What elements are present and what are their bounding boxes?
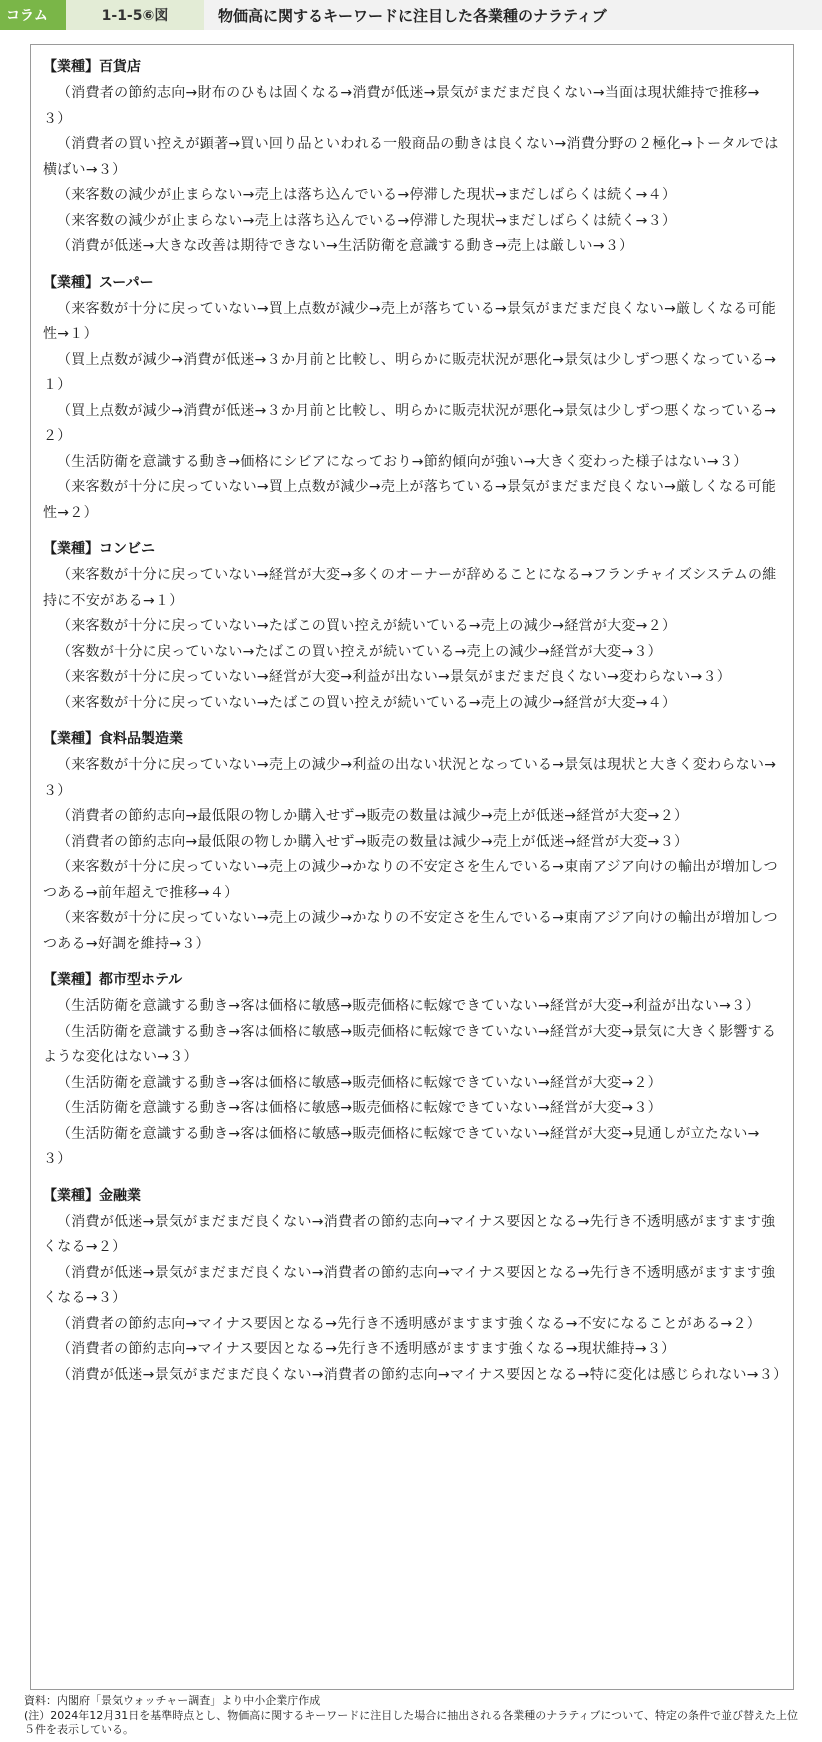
narrative-item: （来客数が十分に戻っていない→たばこの買い控えが続いている→売上の減少→経営が大変→２）	[57, 618, 677, 634]
narrative-item: （消費が低迷→大きな改善は期待できない→生活防衛を意識する動き→売上は厳しい→３）	[57, 238, 634, 254]
section-heading: 【業種】金融業	[43, 1187, 141, 1204]
narrative-item: （消費者の節約志向→最低限の物しか購入せず→販売の数量は減少→売上が低迷→経営が大変→２）	[57, 808, 689, 824]
figure-header	[0, 0, 822, 30]
narrative-item: （来客数が十分に戻っていない→買上点数が減少→売上が落ちている→景気がまだまだ良くない→厳しくなる可能性→１）	[43, 300, 777, 342]
narrative-item: （生活防衛を意識する動き→価格にシビアになっており→節約傾向が強い→大きく変わった様子はない→３）	[57, 453, 748, 470]
section-finance	[43, 1182, 788, 1389]
section-city-hotel	[43, 966, 781, 1173]
narrative-item: （来客数が十分に戻っていない→売上の減少→かなりの不安定さを生んでいる→東南アジア向けの輸出が増加しつつある→前年超えで推移→４）	[43, 859, 778, 901]
narrative-item: （買上点数が減少→消費が低迷→３か月前と比較し、明らかに販売状況が悪化→景気は少しずつ悪くなっている→１）	[43, 351, 777, 393]
narrative-item: （買上点数が減少→消費が低迷→３か月前と比較し、明らかに販売状況が悪化→景気は少しずつ悪くなっている→２）	[43, 402, 777, 444]
narrative-item: （来客数の減少が止まらない→売上は落ち込んでいる→停滞した現状→まだしばらくは続く→３）	[57, 212, 677, 229]
narrative-item: （生活防衛を意識する動き→客は価格に敏感→販売価格に転嫁できていない→経営が大変→景気に大きく影響するような変化はない→３）	[43, 1023, 777, 1065]
section-heading: 【業種】百貨店	[43, 59, 141, 75]
narrative-item: （消費が低迷→景気がまだまだ良くない→消費者の節約志向→マイナス要因となる→先行き不透明感がますます強くなる→３）	[43, 1264, 776, 1306]
figure-footer	[24, 1694, 804, 1738]
section-department-store	[43, 53, 781, 260]
narrative-item: （生活防衛を意識する動き→客は価格に敏感→販売価格に転嫁できていない→経営が大変→３）	[57, 1100, 662, 1116]
narrative-item: （客数が十分に戻っていない→たばこの買い控えが続いている→売上の減少→経営が大変→３）	[57, 643, 662, 660]
explanatory-note: (注）2024年12月31日を基準時点とし、物価高に関するキーワードに注目した場合に抽出される各業種のナラティブについて、特定の条件で並び替えた上位５件を表示している。	[24, 1708, 798, 1736]
narrative-item: （生活防衛を意識する動き→客は価格に敏感→販売価格に転嫁できていない→経営が大変→利益が出ない→３）	[57, 998, 760, 1014]
figure-title: 物価高に関するキーワードに注目した各業種のナラティブ	[204, 0, 822, 30]
section-food-manufacturing	[43, 725, 781, 957]
narrative-box	[30, 44, 794, 1690]
narrative-item: （生活防衛を意識する動き→客は価格に敏感→販売価格に転嫁できていない→経営が大変→見通しが立たない→３）	[43, 1125, 760, 1167]
narrative-item: （消費者の節約志向→財布のひもは固くなる→消費が低迷→景気がまだまだ良くない→当面は現状維持で推移→３）	[43, 85, 760, 127]
narrative-item: （消費者の節約志向→マイナス要因となる→先行き不透明感がますます強くなる→不安になることがある→２）	[57, 1315, 762, 1332]
narrative-item: （来客数が十分に戻っていない→経営が大変→多くのオーナーが辞めることになる→フランチャイズシステムの維持に不安がある→１）	[43, 567, 777, 609]
section-supermarket	[43, 269, 781, 527]
figure-number: 1-1-5⑥図	[66, 0, 204, 30]
source-note: 資料：内閣府「景気ウォッチャー調査」より中小企業庁作成	[24, 1694, 321, 1707]
narrative-item: （消費者の節約志向→最低限の物しか購入せず→販売の数量は減少→売上が低迷→経営が大変→３）	[57, 833, 689, 850]
narrative-item: （消費が低迷→景気がまだまだ良くない→消費者の節約志向→マイナス要因となる→特に変化は感じられない→３）	[57, 1366, 788, 1383]
narrative-item: （消費者の買い控えが顕著→買い回り品といわれる一般商品の動きは良くない→消費分野の２極化→トータルでは横ばい→３）	[43, 136, 779, 178]
section-convenience-store	[43, 535, 781, 716]
section-heading: 【業種】コンビニ	[43, 541, 155, 557]
column-label: コラム	[0, 0, 66, 30]
narrative-item: （来客数が十分に戻っていない→たばこの買い控えが続いている→売上の減少→経営が大変→４）	[57, 694, 677, 711]
narrative-item: （来客数の減少が止まらない→売上は落ち込んでいる→停滞した現状→まだしばらくは続く→４）	[57, 187, 677, 203]
narrative-item: （生活防衛を意識する動き→客は価格に敏感→販売価格に転嫁できていない→経営が大変→２）	[57, 1074, 662, 1091]
narrative-item: （消費が低迷→景気がまだまだ良くない→消費者の節約志向→マイナス要因となる→先行き不透明感がますます強くなる→２）	[43, 1213, 776, 1255]
section-heading: 【業種】都市型ホテル	[43, 972, 183, 988]
narrative-item: （来客数が十分に戻っていない→売上の減少→利益の出ない状況となっている→景気は現状と大きく変わらない→３）	[43, 757, 777, 799]
section-heading: 【業種】スーパー	[43, 274, 154, 291]
narrative-item: （来客数が十分に戻っていない→経営が大変→利益が出ない→景気がまだまだ良くない→変わらない→３）	[57, 669, 732, 685]
section-heading: 【業種】食料品製造業	[43, 731, 183, 747]
narrative-item: （消費者の節約志向→マイナス要因となる→先行き不透明感がますます強くなる→現状維持→３）	[57, 1341, 676, 1357]
narrative-item: （来客数が十分に戻っていない→買上点数が減少→売上が落ちている→景気がまだまだ良くない→厳しくなる可能性→２）	[43, 479, 777, 521]
narrative-item: （来客数が十分に戻っていない→売上の減少→かなりの不安定さを生んでいる→東南アジア向けの輸出が増加しつつある→好調を維持→３）	[43, 910, 778, 952]
